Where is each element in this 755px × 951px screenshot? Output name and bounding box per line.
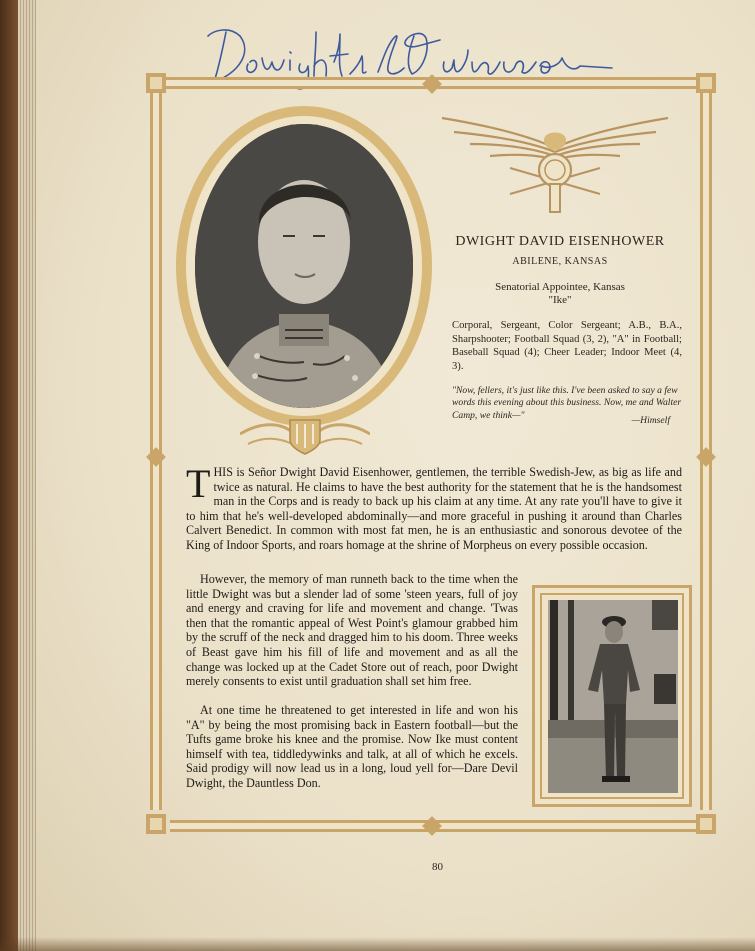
cadet-name: DWIGHT DAVID EISENHOWER <box>455 234 665 249</box>
cadet-hometown: ABILENE, KANSAS <box>512 256 608 267</box>
cadet-record: Corporal, Sergeant, Color Sergeant; A.B., B.A., Sharpshooter; Football Squad (3, 2), "A" in Football; Baseball Squad (4); Cheer Leader; Indoor Meet (4, 3). <box>452 320 682 372</box>
shield-ornament-icon <box>240 414 370 456</box>
appointment: Senatorial Appointee, Kansas <box>495 281 625 293</box>
page-bottom-shadow <box>0 937 755 951</box>
eagle-crest-icon <box>440 108 670 216</box>
page-number: 80 <box>432 861 443 873</box>
cadet-portrait-photo <box>195 124 413 408</box>
cadet-standing-photo <box>548 600 678 793</box>
corner-ornament <box>696 73 716 93</box>
cadet-quote: "Now, fellers, it's just like this. I've been asked to say a few words this evening about this business. Now, me and Walter Camp, we think—" <box>452 385 682 421</box>
quote-attribution: —Himself <box>631 415 670 426</box>
biography-paragraph-2: However, the memory of man runneth back to the time when the little Dwight was but a slender lad of some 'steen years, full of joy and energy and craving for life and movement and change. 'Twas then that the romantic appeal of West Point's glamour grabbed him by the scruff of the neck and dragged him to his doom. Three weeks of Beast gave him his fill of life and movement and as all the change was locked up at the Cadet Store out of reach, poor Dwight merely consents to exist until graduation shall set him free. <box>186 572 518 689</box>
biography-paragraph-1 <box>186 461 682 553</box>
corner-ornament <box>146 73 166 93</box>
corner-ornament <box>696 814 716 834</box>
corner-ornament <box>146 814 166 834</box>
biography-paragraph-1-text: HIS is Señor Dwight David Eisenhower, gentlemen, the terrible Swedish-Jew, as big as life and twice as natural. He claims to have the best authority for the statement that he is the handsomest man in the Corps and is ready to back up his claim at any time. At any rate you'll have to give it to him that he's well-developed abdominally—and more graceful in pushing it around than Charles Calvert Benedict. In common with most fat men, he is an enthusiastic and sonorous devotee of the King of Indoor Sports, and roars homage at the shrine of Morpheus on every possible occasion. <box>186 465 682 552</box>
nickname: "Ike" <box>548 294 572 306</box>
biography-paragraph-3: At one time he threatened to get interested in life and won his "A" by being the most promising back in Eastern football—but the Tufts game broke his knee and the promise. Now Ike must content himself with tea, tiddledywinks and talk, at all of which he excels. Said prodigy will now lead us in a long, loud yell for—Dare Devil Dwight, the Dauntless Don. <box>186 703 518 790</box>
drop-cap: T <box>186 461 211 506</box>
